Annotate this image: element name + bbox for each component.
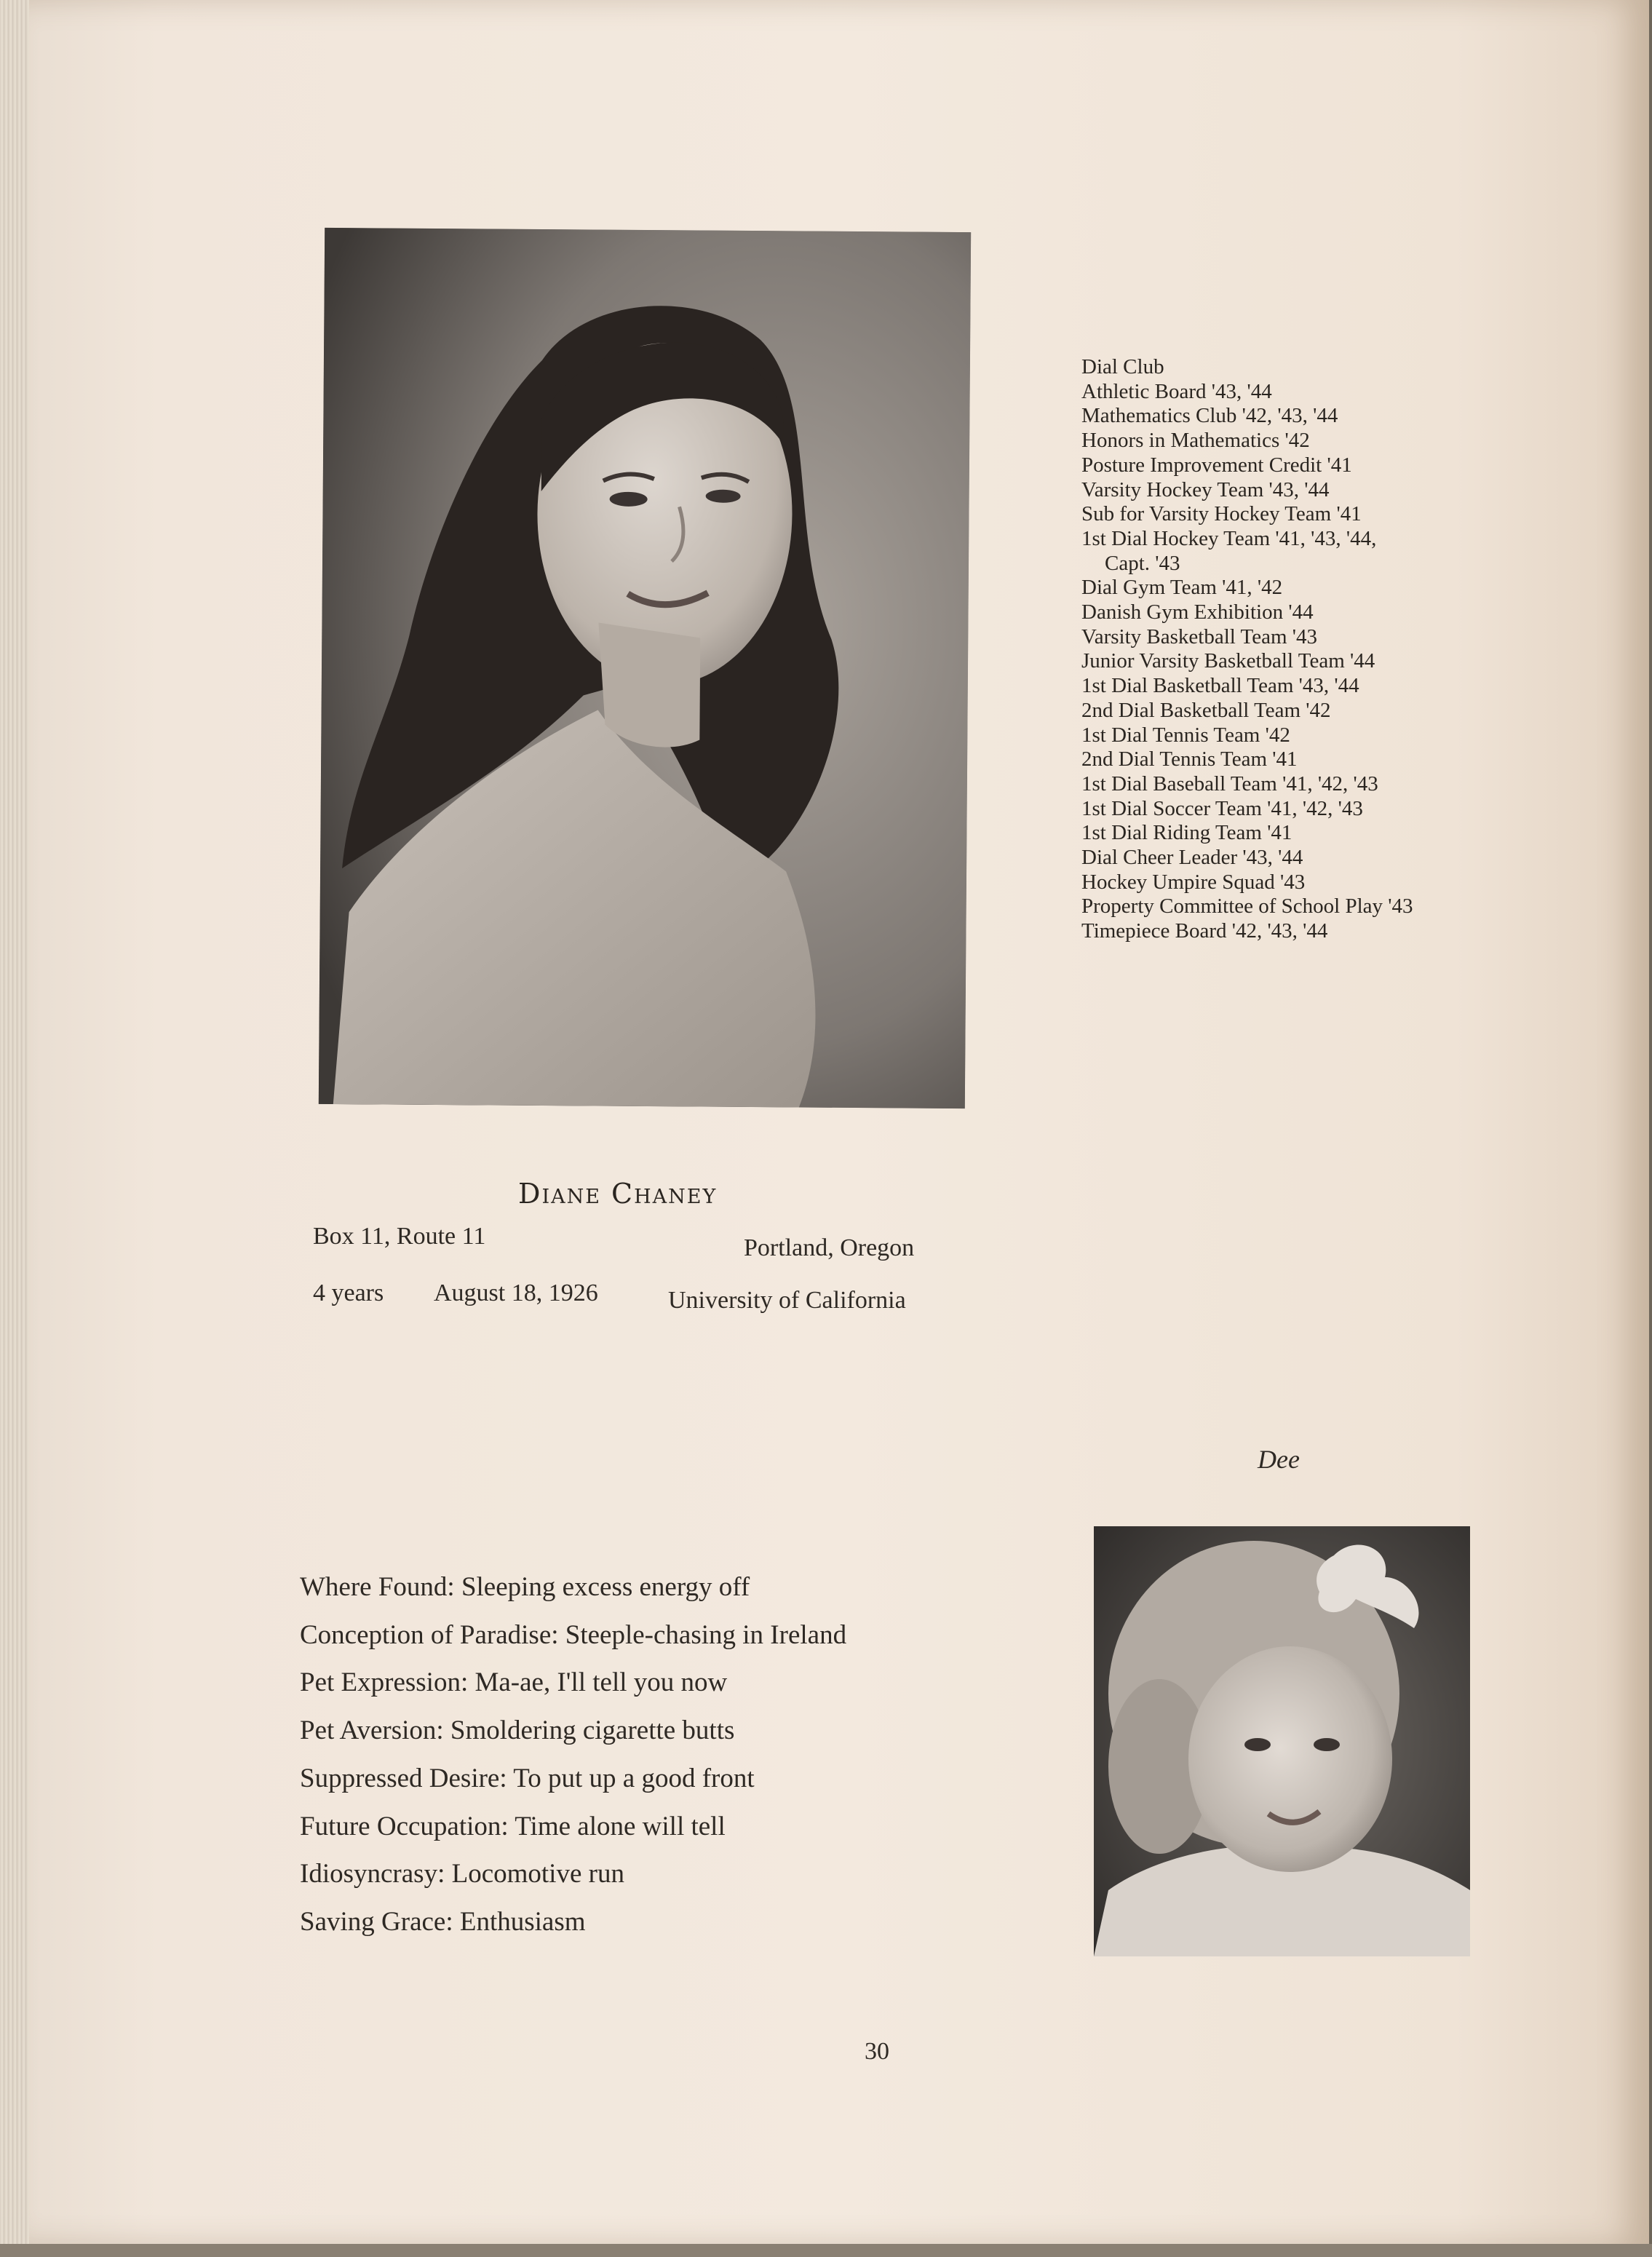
activity-item: Hockey Umpire Squad '43	[1081, 870, 1306, 894]
trait-item: Pet Expression: Ma-ae, I'll tell you now	[300, 1667, 728, 1698]
activity-item: Dial Gym Team '41, '42	[1081, 576, 1283, 600]
activity-item: Junior Varsity Basketball Team '44	[1081, 649, 1375, 673]
student-nickname: Dee	[1258, 1445, 1300, 1474]
activity-item: Varsity Hockey Team '43, '44	[1081, 477, 1330, 501]
activity-item: Property Committee of School Play '43	[1081, 895, 1413, 919]
trait-item: Idiosyncrasy: Locomotive run	[300, 1859, 624, 1889]
trait-item: Saving Grace: Enthusiasm	[300, 1906, 586, 1937]
traits-list	[300, 1563, 846, 1946]
activity-item: Dial Cheer Leader '43, '44	[1081, 846, 1303, 870]
senior-portrait-photo	[319, 228, 971, 1108]
activity-item: Honors in Mathematics '42	[1081, 429, 1310, 453]
activity-item: Dial Club	[1081, 355, 1164, 378]
activity-item: Capt. '43	[1105, 551, 1180, 575]
portrait-image	[319, 228, 971, 1108]
student-address: Box 11, Route 11	[313, 1223, 486, 1250]
activity-item: 1st Dial Riding Team '41	[1081, 821, 1292, 845]
activity-item: Athletic Board '43, '44	[1081, 379, 1272, 403]
activity-item: 1st Dial Soccer Team '41, '42, '43	[1081, 796, 1363, 820]
trait-item: Where Found: Sleeping excess energy off	[300, 1572, 750, 1602]
activities-list	[1081, 355, 1489, 944]
activity-item: 2nd Dial Basketball Team '42	[1081, 698, 1331, 722]
student-college: University of California	[668, 1287, 906, 1314]
student-birthdate: August 18, 1926	[434, 1280, 598, 1306]
student-name: Diane Chaney	[518, 1178, 718, 1210]
activity-item: 1st Dial Basketball Team '43, '44	[1081, 674, 1359, 698]
activity-item: 2nd Dial Tennis Team '41	[1081, 747, 1298, 771]
activity-item: Danish Gym Exhibition '44	[1081, 600, 1314, 624]
activity-item: Posture Improvement Credit '41	[1081, 453, 1352, 477]
trait-item: Pet Aversion: Smoldering cigarette butts	[300, 1715, 735, 1746]
activity-item: 1st Dial Baseball Team '41, '42, '43	[1081, 771, 1378, 796]
activity-item: 1st Dial Hockey Team '41, '43, '44,	[1081, 526, 1377, 550]
page-number: 30	[865, 2038, 889, 2065]
trait-item: Suppressed Desire: To put up a good front	[300, 1763, 755, 1793]
trait-item: Conception of Paradise: Steeple-chasing in Ireland	[300, 1619, 847, 1650]
activity-item: Timepiece Board '42, '43, '44	[1081, 919, 1328, 943]
activity-item: Varsity Basketball Team '43	[1081, 624, 1318, 648]
trait-item: Future Occupation: Time alone will tell	[300, 1811, 726, 1841]
activity-item: Mathematics Club '42, '43, '44	[1081, 404, 1338, 428]
child-image	[1094, 1526, 1470, 1956]
activity-item: Sub for Varsity Hockey Team '41	[1081, 502, 1362, 526]
activity-item: 1st Dial Tennis Team '42	[1081, 723, 1290, 747]
childhood-photo	[1094, 1526, 1470, 1956]
student-hometown: Portland, Oregon	[744, 1234, 915, 1261]
student-years: 4 years	[313, 1280, 384, 1306]
book-cover-edge	[0, 2244, 1652, 2257]
